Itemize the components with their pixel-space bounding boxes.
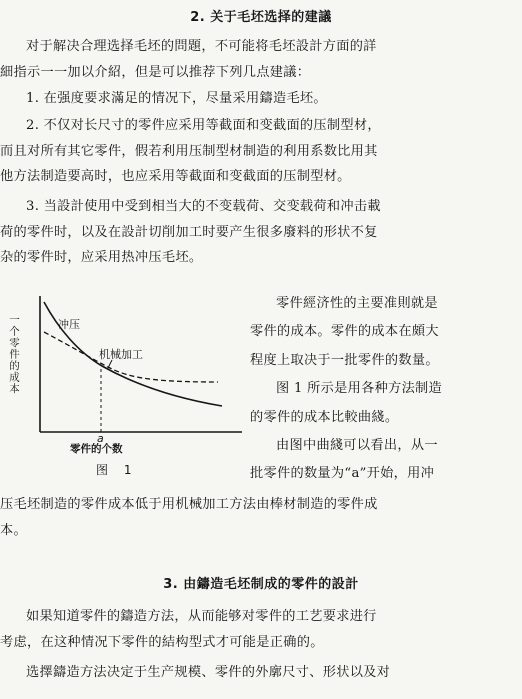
section-3-paragraph-1 [0,604,516,655]
machining-curve-label: 机械加工 [99,348,143,361]
rec2-line-3: 他方法制造要高时，也应采用等截面和变截面的压制型材。 [0,169,351,185]
s3-line-2: 考虑，在这种情况下零件的結构型式才可能是正确的。 [0,634,324,650]
side-line-2: 零件的成本。零件的成本在頗大 [250,324,439,340]
s3-p2-line-1: 选擇鑄造方法决定于生产规模、零件的外廓尺寸、形状以及对 [26,665,391,680]
intro-line-2: 細指示一一加以介紹，但是可以推荐下列几点建議： [0,64,311,80]
rec3-line-2: 荷的零件时，以及在設計切削加工时要产生很多廢料的形状不复 [0,224,378,240]
section-3-heading: 3. 由鑄造毛坯制成的零件的設計 [163,577,359,592]
cost-comparison-diagram [4,290,242,480]
recommendation-2 [0,113,516,190]
machining-leader-line [108,360,112,368]
side-line-5: 的零件的成本比較曲綫。 [250,409,399,425]
figure-caption: 图 1 [96,463,138,477]
side-line-6: 由图中曲綫可以看出，从一 [276,438,438,454]
recommendation-1 [0,86,516,112]
side-line-7: 批零件的数量为“a”开始，用冲 [250,466,435,482]
stamping-curve-label: 冲压 [58,318,80,331]
intro-line-1: 对于解决合理选择毛坯的問題，不可能将毛坯設計方面的詳 [26,39,377,54]
x-axis-label: 零件的个数 [70,443,123,455]
rec2-line-1: 2. 不仅对长尺寸的零件应采用等截面和变截面的压制型材， [26,118,381,133]
rec3-line-1: 3. 当設計使用中受到相当大的不变载荷、交变载荷和冲击載 [26,199,381,214]
marker-a-label: a [97,432,104,445]
side-line-3: 程度上取决于一批零件的数量。 [250,352,439,368]
rec3-line-3: 杂的零件时，应采用热冲压毛坯。 [0,250,203,266]
figure-continuation [0,492,516,543]
continuation-line-2: 本。 [0,522,27,538]
section-2-intro [0,34,516,85]
side-line-4: 图 1 所示是用各种方法制造 [276,381,443,397]
figure-side-text [250,290,518,489]
recommendation-3 [0,194,516,271]
y-axis-label: 一个零件的成本 [8,314,20,395]
figure-1 [4,290,242,480]
rec2-line-2: 而且对所有其它零件，假若利用压制型材制造的利用系数比用其 [0,143,378,159]
continuation-line-1: 压毛坯制造的零件成本低于用机械加工方法由棒材制造的零件成 [0,497,378,512]
section-3-paragraph-2 [0,660,516,686]
rec1-line-1: 1. 在强度要求滿足的情况下，尽量采用鑄造毛坯。 [26,91,327,106]
section-2-heading: 2. 关于毛坯选择的建議 [190,10,332,25]
s3-line-1: 如果知道零件的鑄造方法，从而能够对零件的工艺要求进行 [26,609,377,624]
side-line-1: 零件經济性的主要准則就是 [276,296,438,311]
